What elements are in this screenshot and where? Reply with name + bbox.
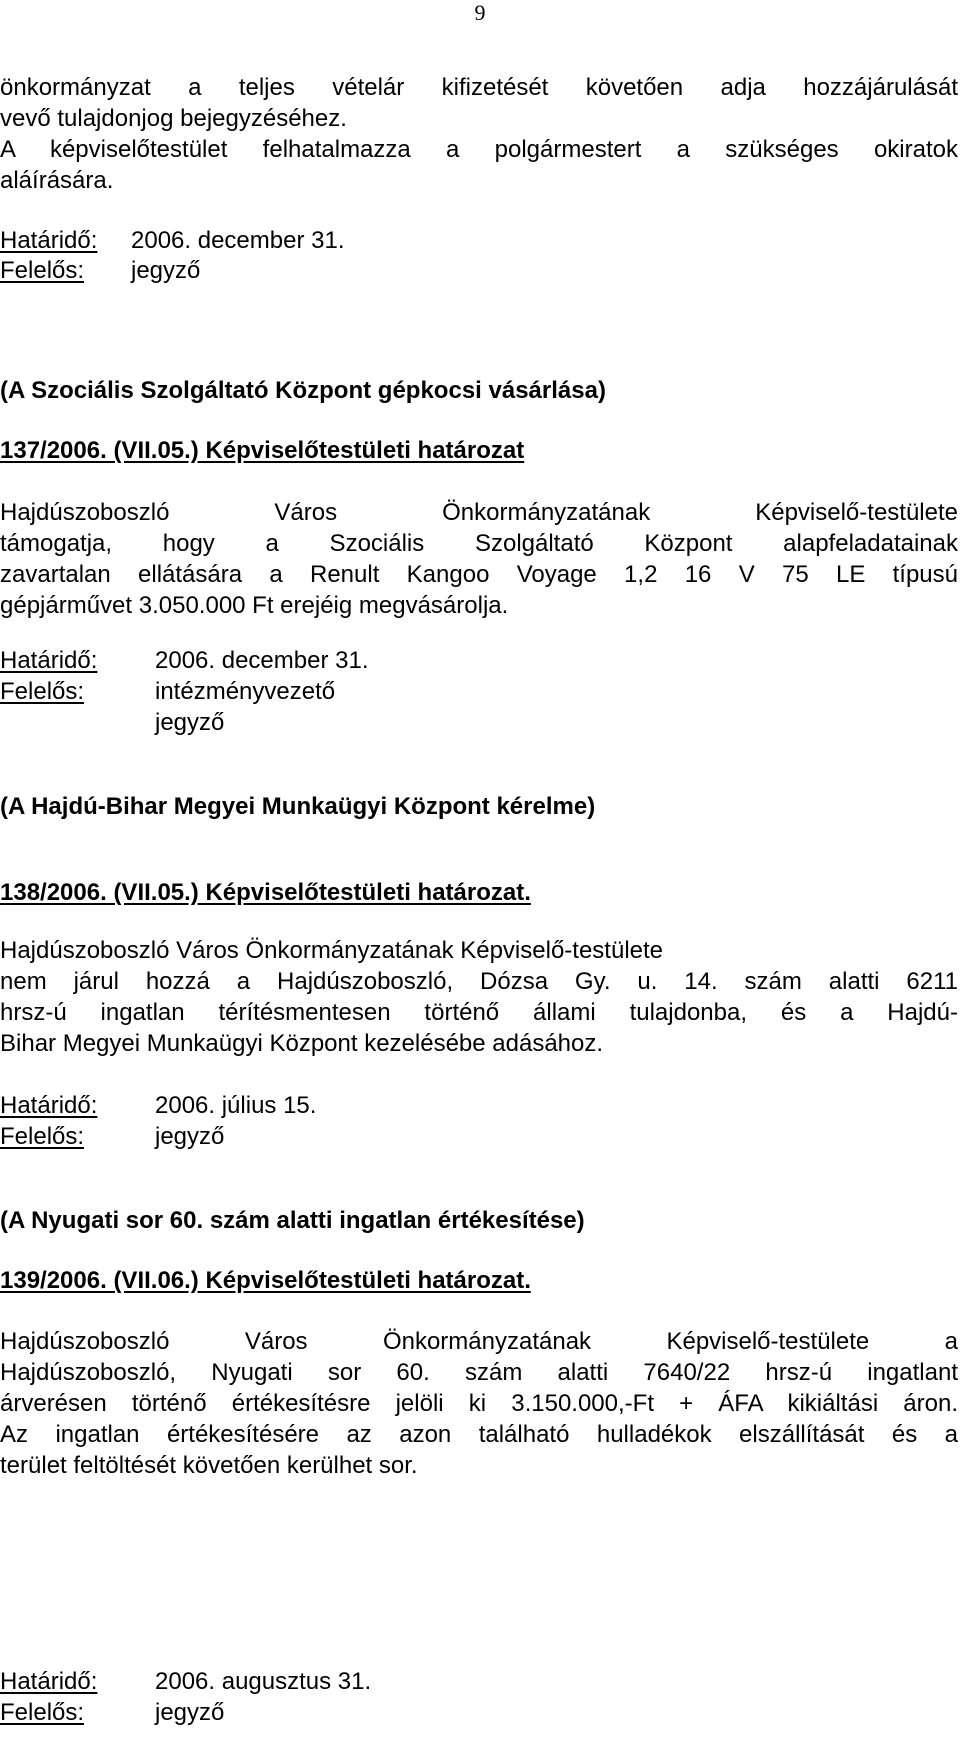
intro-line-3: A képviselőtestület felhatalmazza a polgármestert a szükséges okiratok <box>0 136 958 163</box>
deadline-value: 2006. augusztus 31. <box>155 1668 372 1695</box>
deadline-label: Határidő: <box>0 1668 98 1695</box>
intro-line-2: vevő tulajdonjog bejegyzéséhez. <box>0 105 347 132</box>
deadline-label: Határidő: <box>0 1092 98 1119</box>
section1-heading: (A Szociális Szolgáltató Központ gépkocsi vásárlása) <box>0 377 606 404</box>
intro-line-4: aláírására. <box>0 167 114 194</box>
section2-resolution-number <box>0 877 958 909</box>
section3-body-line-2: Hajdúszoboszló, Nyugati sor 60. szám alatti 7640/22 hrsz-ú ingatlant <box>0 1359 958 1386</box>
deadline-label: Határidő: <box>0 647 98 674</box>
responsible-value-2: jegyző <box>155 709 225 736</box>
section3-resolution-text: 139/2006. (VII.06.) Képviselőtestületi határozat. <box>0 1267 531 1294</box>
responsible-value: jegyző <box>131 257 201 284</box>
responsible-value-1: intézményvezető <box>155 678 336 705</box>
section3-resolution-number <box>0 1265 958 1297</box>
section2-body-line-2: nem járul hozzá a Hajdúszoboszló, Dózsa Gy. u. 14. szám alatti 6211 <box>0 968 958 995</box>
section1-body-line-4: gépjárművet 3.050.000 Ft erejéig megvásárolja. <box>0 592 509 619</box>
section2-body-line-3: hrsz-ú ingatlan térítésmentesen történő állami tulajdonba, és a Hajdú- <box>0 999 958 1026</box>
intro-line-1: önkormányzat a teljes vételár kifizetését követően adja hozzájárulását <box>0 74 958 101</box>
section1-resolution-number <box>0 435 958 467</box>
section2-body-line-1: Hajdúszoboszló Város Önkormányzatának Képviselő-testülete <box>0 937 664 964</box>
section3-body-line-3: árverésen történő értékesítésre jelöli ki 3.150.000,-Ft + ÁFA kikiáltási áron. <box>0 1390 958 1417</box>
deadline-label: Határidő: <box>0 227 98 254</box>
responsible-label: Felelős: <box>0 1123 85 1150</box>
deadline-value: 2006. december 31. <box>131 227 345 254</box>
section3-body-line-4: Az ingatlan értékesítésére az azon található hulladékok elszállítását és a <box>0 1421 958 1448</box>
section3-body-line-5: terület feltöltését követően kerülhet sor. <box>0 1452 418 1479</box>
responsible-value: jegyző <box>155 1123 225 1150</box>
section1-body-line-1: Hajdúszoboszló Város Önkormányzatának Képviselő-testülete <box>0 499 958 526</box>
section3-body-line-1: Hajdúszoboszló Város Önkormányzatának Képviselő-testülete a <box>0 1328 958 1355</box>
page-number: 9 <box>474 0 486 25</box>
responsible-label: Felelős: <box>0 678 85 705</box>
section1-body-line-2: támogatja, hogy a Szociális Szolgáltató Központ alapfeladatainak <box>0 530 958 557</box>
responsible-label: Felelős: <box>0 257 85 284</box>
responsible-value: jegyző <box>155 1699 225 1726</box>
section1-body-line-3: zavartalan ellátására a Renult Kangoo Voyage 1,2 16 V 75 LE típusú <box>0 561 958 588</box>
section2-body-line-4: Bihar Megyei Munkaügyi Központ kezelésébe adásához. <box>0 1030 604 1057</box>
deadline-value: 2006. december 31. <box>155 647 369 674</box>
responsible-label: Felelős: <box>0 1699 85 1726</box>
deadline-value: 2006. július 15. <box>155 1092 317 1119</box>
section1-resolution-text: 137/2006. (VII.05.) Képviselőtestületi határozat <box>0 437 525 464</box>
section2-heading: (A Hajdú-Bihar Megyei Munkaügyi Központ kérelme) <box>0 793 596 820</box>
section2-resolution-text: 138/2006. (VII.05.) Képviselőtestületi határozat. <box>0 879 531 906</box>
section3-heading: (A Nyugati sor 60. szám alatti ingatlan értékesítése) <box>0 1207 585 1234</box>
